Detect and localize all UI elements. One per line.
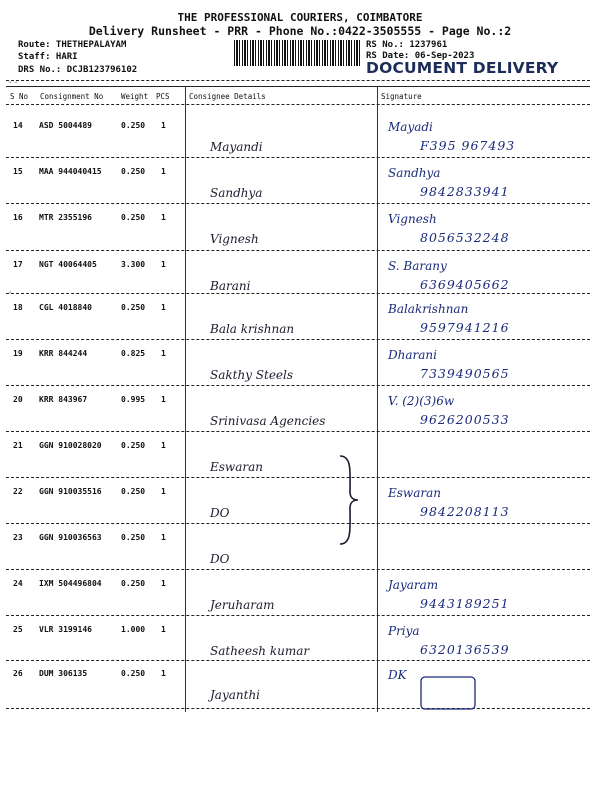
row-signature-name: Jayaram xyxy=(388,578,439,592)
rs-number: RS No.: 1237961 xyxy=(366,40,448,50)
rs-date: RS Date: 06-Sep-2023 xyxy=(366,51,475,61)
row-separator xyxy=(6,157,590,158)
column-separator xyxy=(377,86,378,712)
row-signature-phone: 6369405662 xyxy=(420,277,510,292)
drs-number: DRS No.: DCJB123796102 xyxy=(18,65,138,75)
row-sno: 25 xyxy=(13,625,23,634)
row-signature-phone: 9597941216 xyxy=(420,320,510,335)
col-signature: Signature xyxy=(381,92,422,101)
row-signature-phone: 9443189251 xyxy=(420,596,510,611)
row-sno: 15 xyxy=(13,167,23,176)
row-consignee: DO xyxy=(210,506,230,520)
row-weight: 3.300 xyxy=(121,260,146,269)
row-signature-name: S. Barany xyxy=(388,259,447,273)
column-separator xyxy=(185,86,186,712)
runsheet-title: Delivery Runsheet - PRR - Phone No.:0422-3505555 - Page No.:2 xyxy=(88,24,512,38)
row-separator xyxy=(6,615,590,616)
row-separator xyxy=(6,569,590,570)
row-consignee: Jayanthi xyxy=(210,688,261,702)
row-consignee: Srinivasa Agencies xyxy=(210,414,326,428)
row-sno: 20 xyxy=(13,395,23,404)
row-consignment: ASD 5004489 xyxy=(39,121,92,130)
scribble-mark: ' xyxy=(7,290,14,301)
row-consignee: Mayandi xyxy=(210,140,263,154)
row-signature-phone: 8056532248 xyxy=(420,230,510,245)
row-sno: 14 xyxy=(13,121,23,130)
row-consignee: Satheesh kumar xyxy=(210,644,310,658)
signature-stamp-mark xyxy=(420,676,476,710)
row-weight: 1.000 xyxy=(121,625,146,634)
row-pcs: 1 xyxy=(161,395,166,404)
row-weight: 0.250 xyxy=(121,669,146,678)
barcode xyxy=(234,40,360,66)
row-sno: 26 xyxy=(13,669,23,678)
row-pcs: 1 xyxy=(161,441,166,450)
row-weight: 0.250 xyxy=(121,167,146,176)
row-weight: 0.250 xyxy=(121,533,146,542)
row-weight: 0.825 xyxy=(121,349,146,358)
col-details: Consignee Details xyxy=(189,92,266,101)
row-separator xyxy=(6,708,590,709)
row-sno: 18 xyxy=(13,303,23,312)
row-consignment: MAA 944040415 xyxy=(39,167,102,176)
row-pcs: 1 xyxy=(161,121,166,130)
row-separator xyxy=(6,523,590,524)
row-weight: 0.250 xyxy=(121,303,146,312)
row-consignment: VLR 3199146 xyxy=(39,625,92,634)
col-consignment: Consignment No xyxy=(40,92,104,101)
curly-brace xyxy=(336,452,362,548)
row-sno: 21 xyxy=(13,441,23,450)
row-signature-name: DK xyxy=(388,668,407,682)
row-pcs: 1 xyxy=(161,303,166,312)
staff-label: Staff: HARI xyxy=(18,52,78,62)
row-signature-name: Priya xyxy=(388,624,420,638)
row-weight: 0.250 xyxy=(121,579,146,588)
row-signature-phone: 9626200533 xyxy=(420,412,510,427)
row-signature-name: Dharani xyxy=(388,348,437,362)
row-sno: 17 xyxy=(13,260,23,269)
divider xyxy=(6,86,590,87)
divider xyxy=(6,80,590,81)
row-consignment: GGN 910035516 xyxy=(39,487,102,496)
row-signature-phone: 9842208113 xyxy=(420,504,510,519)
row-separator xyxy=(6,431,590,432)
row-weight: 0.250 xyxy=(121,487,146,496)
row-consignment: DUM 306135 xyxy=(39,669,88,678)
row-consignment: GGN 910028020 xyxy=(39,441,102,450)
row-pcs: 1 xyxy=(161,260,166,269)
row-separator xyxy=(6,660,590,661)
row-consignment: IXM 504496804 xyxy=(39,579,102,588)
col-weight: Weight xyxy=(121,92,149,101)
row-consignment: GGN 910036563 xyxy=(39,533,102,542)
row-weight: 0.995 xyxy=(121,395,146,404)
row-weight: 0.250 xyxy=(121,121,146,130)
row-weight: 0.250 xyxy=(121,441,146,450)
row-sno: 19 xyxy=(13,349,23,358)
row-pcs: 1 xyxy=(161,487,166,496)
row-consignment: MTR 2355196 xyxy=(39,213,92,222)
row-pcs: 1 xyxy=(161,669,166,678)
row-signature-name: Vignesh xyxy=(388,212,437,226)
row-pcs: 1 xyxy=(161,167,166,176)
row-signature-name: Eswaran xyxy=(388,486,441,500)
row-sno: 23 xyxy=(13,533,23,542)
row-consignment: KRR 843967 xyxy=(39,395,88,404)
divider xyxy=(6,104,590,105)
row-consignee: Barani xyxy=(210,279,251,293)
row-signature-phone: 6320136539 xyxy=(420,642,510,657)
route-label: Route: THETHEPALAYAM xyxy=(18,40,127,50)
row-consignment: KRR 844244 xyxy=(39,349,88,358)
document-delivery-stamp: DOCUMENT DELIVERY xyxy=(366,59,559,77)
row-pcs: 1 xyxy=(161,579,166,588)
row-pcs: 1 xyxy=(161,349,166,358)
row-consignee: DO xyxy=(210,552,230,566)
row-separator xyxy=(6,203,590,204)
row-consignment: NGT 40064405 xyxy=(39,260,97,269)
row-consignee: Eswaran xyxy=(210,460,263,474)
row-signature-phone: 7339490565 xyxy=(420,366,510,381)
row-signature-name: Sandhya xyxy=(388,166,441,180)
row-signature-name: V. (2)(3)6w xyxy=(388,394,455,408)
company-title: THE PROFESSIONAL COURIERS, COIMBATORE xyxy=(177,11,423,24)
row-separator xyxy=(6,477,590,478)
row-separator xyxy=(6,385,590,386)
row-pcs: 1 xyxy=(161,533,166,542)
row-separator xyxy=(6,293,590,294)
row-sno: 24 xyxy=(13,579,23,588)
row-consignee: Vignesh xyxy=(210,232,259,246)
row-signature-phone: F395 967493 xyxy=(420,138,516,153)
row-pcs: 1 xyxy=(161,625,166,634)
row-consignee: Jeruharam xyxy=(210,598,275,612)
row-signature-name: Mayadi xyxy=(388,120,433,134)
row-separator xyxy=(6,339,590,340)
row-sno: 16 xyxy=(13,213,23,222)
row-consignee: Sakthy Steels xyxy=(210,368,294,382)
row-consignment: CGL 4018840 xyxy=(39,303,92,312)
row-weight: 0.250 xyxy=(121,213,146,222)
row-signature-phone: 9842833941 xyxy=(420,184,510,199)
row-separator xyxy=(6,250,590,251)
col-pcs: PCS xyxy=(156,92,170,101)
row-pcs: 1 xyxy=(161,213,166,222)
row-consignee: Bala krishnan xyxy=(210,322,295,336)
scribble-mark: -- xyxy=(7,77,20,88)
row-consignee: Sandhya xyxy=(210,186,263,200)
col-sno: S No xyxy=(10,92,29,101)
row-signature-name: Balakrishnan xyxy=(388,302,469,316)
row-sno: 22 xyxy=(13,487,23,496)
